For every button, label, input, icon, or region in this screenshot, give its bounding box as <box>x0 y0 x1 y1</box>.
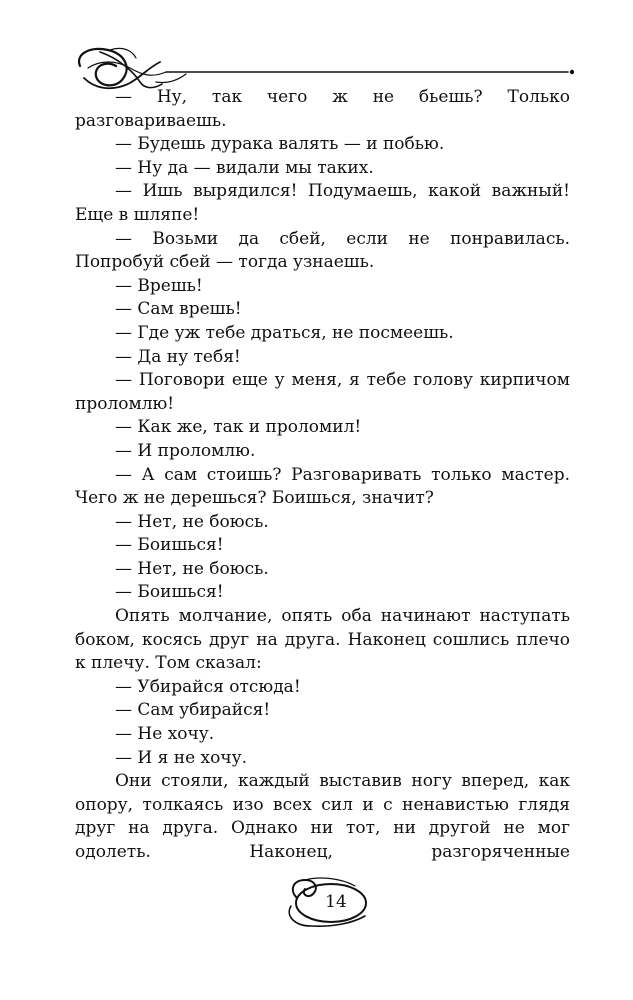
paragraph: Опять молчание, опять оба начинают наступать боком, косясь друг на друга. Наконец сошлись плечо к плечу. Том сказал: <box>75 606 570 674</box>
paragraph: — Не хочу. <box>115 724 215 745</box>
paragraph: — И я не хочу. <box>115 747 248 768</box>
paragraph: — Ишь вырядился! Подумаешь, какой важный! Еще в шляпе! <box>75 181 570 225</box>
paragraph: — Сам врешь! <box>115 299 242 320</box>
paragraph: — Ну, так чего ж не бьешь? Только разговариваешь. <box>75 87 570 131</box>
body-text <box>75 86 570 865</box>
paragraph: — Поговори еще у меня, я тебе голову кирпичом проломлю! <box>75 370 570 414</box>
paragraph: — Нет, не боюсь. <box>115 511 269 532</box>
paragraph-continued: Они стояли, каждый выставив ногу вперед, как опору, толкаясь изо всех сил и с ненавистью глядя друг на друга. Однако ни тот, ни другой не мог одолеть. Наконец, разгоряченные <box>75 771 570 862</box>
paragraph: — Убирайся отсюда! <box>115 676 301 697</box>
paragraph: — Боишься! <box>115 582 224 603</box>
paragraph: — Ну да — видали мы таких. <box>115 157 374 178</box>
paragraph: — Как же, так и проломил! <box>115 417 362 438</box>
paragraph: — Да ну тебя! <box>115 346 241 367</box>
paragraph: — А сам стоишь? Разговаривать только мастер. Чего ж не дерешься? Боишься, значит? <box>75 464 570 509</box>
paragraph: — Будешь дурака валять — и побью. <box>115 134 445 155</box>
paragraph: — Сам убирайся! <box>115 700 271 721</box>
paragraph: — Где уж тебе драться, не посмеешь. <box>115 322 454 343</box>
paragraph: — Боишься! <box>115 535 224 556</box>
paragraph: — Возьми да сбей, если не понравилась. Попробуй сбей — тогда узнаешь. <box>75 228 570 273</box>
page-number: 14 <box>325 892 347 912</box>
paragraph: — И проломлю. <box>115 440 256 461</box>
paragraph: — Нет, не боюсь. <box>115 558 269 579</box>
paragraph: — Врешь! <box>115 275 203 296</box>
